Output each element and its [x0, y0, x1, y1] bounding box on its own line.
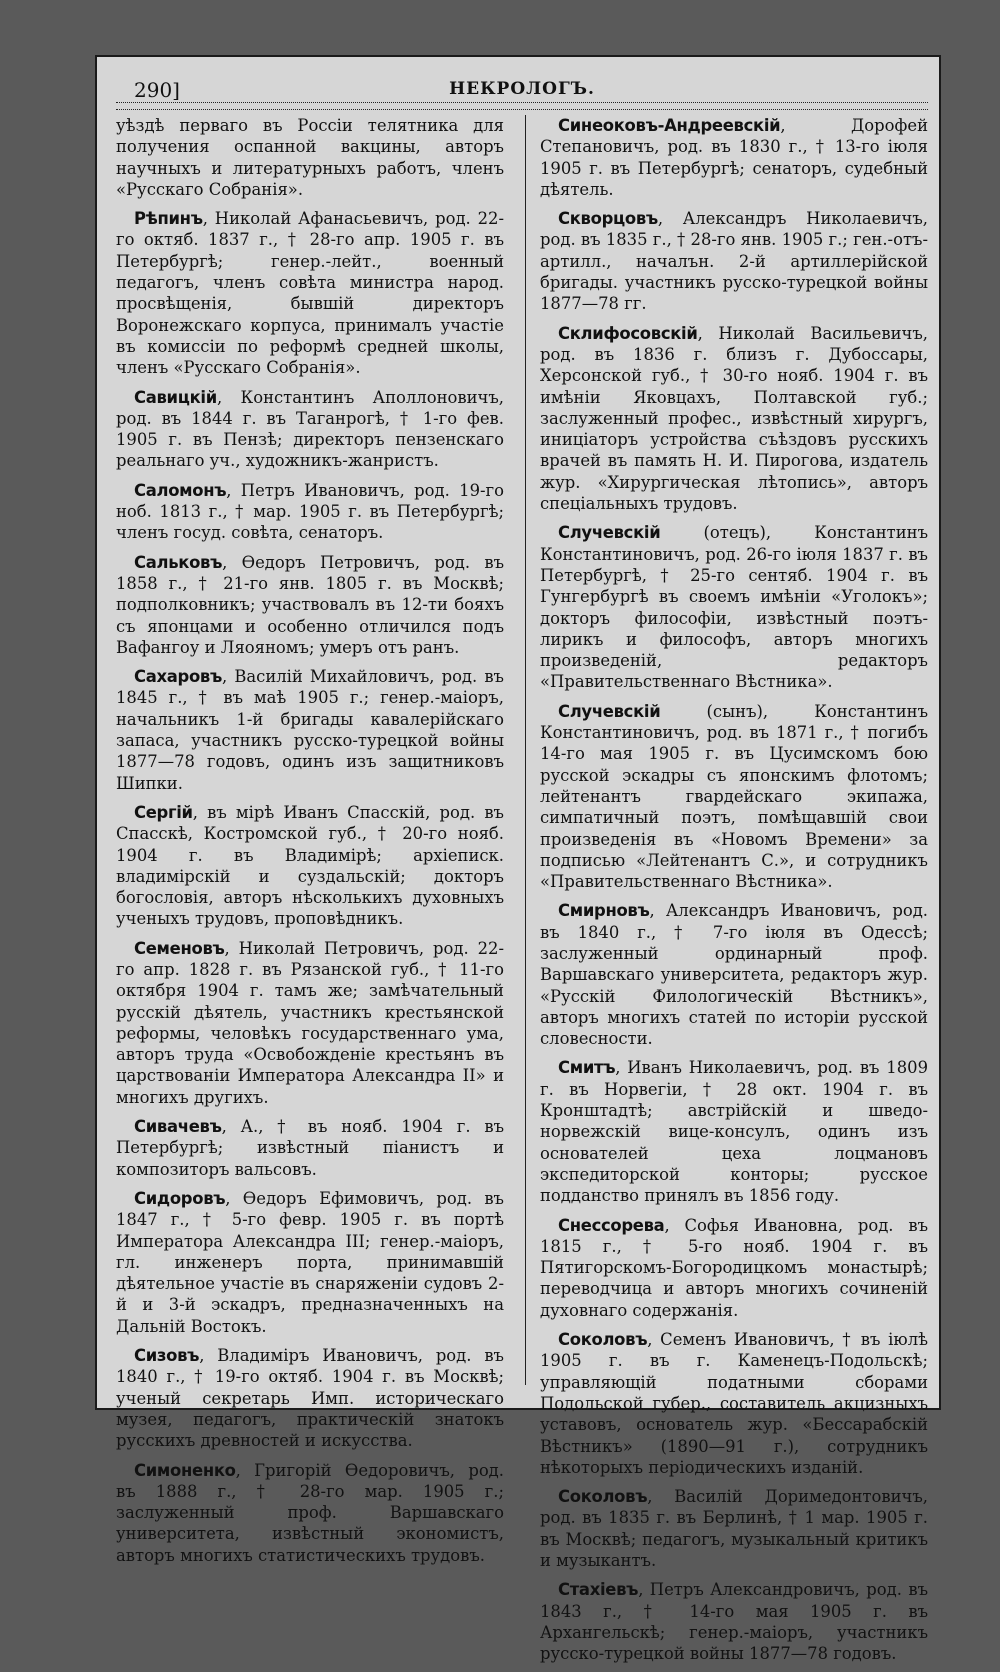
entry-name: Сергій	[134, 802, 193, 822]
obituary-entry	[540, 1579, 928, 1664]
page-number: 290]	[134, 78, 180, 102]
entry-text: (отецъ), Константинъ Константиновичъ, род. 26-го іюля 1837 г. въ Петербургѣ, † 25-го сентяб. 1904 г. въ Гунгербургѣ въ своемъ имѣніи «Уголокъ»; докторъ философіи, извѣстный поэтъ-лирикъ и философъ, авторъ многихъ произведеній, редакторъ «Правительственнаго Вѣстника».	[540, 523, 928, 692]
entry-text: , Петръ Александровичъ, род. въ 1843 г., † 14-го мая 1905 г. въ Архангельскѣ; генер.-маіоръ, участникъ русско-турецкой войны 1877—78 годовъ.	[540, 1580, 928, 1664]
entry-text: , Владиміръ Ивановичъ, род. въ 1840 г., † 19-го октяб. 1904 г. въ Москвѣ; ученый секретарь Имп. историческаго музея, педагогъ, практическій знатокъ русскихъ древностей и искусства.	[116, 1346, 504, 1451]
entry-text: , Николай Афанасьевичъ, род. 22-го октяб. 1837 г., † 28-го апр. 1905 г. въ Петербургѣ; генер.-лейт., военный педагогъ, членъ совѣта министра народ. просвѣщенія, бывшій директоръ Воронежскаго корпуса, принималъ участіе въ комиссіи по реформѣ средней школы, членъ «Русскаго Собранія».	[116, 209, 504, 378]
obituary-entry	[116, 1345, 504, 1451]
entry-name: Стахіевъ	[558, 1580, 639, 1600]
obituary-entry	[116, 1188, 504, 1337]
obituary-entry	[116, 1460, 504, 1566]
entry-text: , Александръ Николаевичъ, род. въ 1835 г., † 28-го янв. 1905 г.; ген.-отъ-артилл., началън. 2-й артиллерійской бригады. участникъ русско-турецкой войны 1877—78 гг.	[540, 209, 928, 314]
obituary-entry	[540, 1486, 928, 1571]
entry-name: Сивачевъ	[134, 1117, 222, 1137]
entry-text: , Василій Михайловичъ, род. въ 1845 г., † въ маѣ 1905 г.; генер.-маіоръ, начальникъ 1-й бригады кавалерійскаго запаса, участникъ русско-турецкой войны 1877—78 годовъ, одинъ изъ защитниковъ Шипки.	[116, 667, 504, 793]
entry-text: , Николай Васильевичъ, род. въ 1836 г. близъ г. Дубоссары, Херсонской губ., † 30-го нояб. 1904 г. въ имѣніи Яковцахъ, Полтавской губ.; заслуженный профес., извѣстный хирургъ, иниціаторъ устройства съѣздовъ русскихъ врачей въ память Н. И. Пирогова, издатель жур. «Хирургическая лѣтопись», авторъ спеціальныхъ трудовъ.	[540, 323, 928, 514]
entry-text: , Александръ Ивановичъ, род. въ 1840 г., † 7-го іюля въ Одессѣ; заслуженный ординарный проф. Варшавскаго университета, редакторъ жур. «Русскій Филологическій Вѣстникъ», авторъ многихъ статей по исторіи русской словесности.	[540, 901, 928, 1049]
entry-text: , Иванъ Николаевичъ, род. въ 1809 г. въ Норвегіи, † 28 окт. 1904 г. въ Кронштадтѣ; австрійскій и шведо-норвежскій вице-консулъ, одинъ изъ основателей цеха лоцмановъ экспедиторской конторы; русское подданство принялъ въ 1856 году.	[540, 1058, 928, 1206]
entry-name: Симоненко	[134, 1460, 236, 1480]
obituary-entry	[116, 552, 504, 658]
entry-name: Рѣпинъ	[134, 209, 203, 229]
entry-name: Соколовъ	[558, 1330, 648, 1350]
entry-name: Случевскій	[558, 701, 661, 721]
obituary-entry	[540, 115, 928, 200]
entry-text: , Петръ Ивановичъ, род. 19-го ноб. 1813 г., † мар. 1905 г. въ Петербургѣ; членъ госуд. совѣта, сенаторъ.	[116, 480, 504, 543]
entry-name: Савицкій	[134, 387, 217, 407]
entry-text: , Софья Ивановна, род. въ 1815 г., † 5-го нояб. 1904 г. въ Пятигорскомъ-Богородицкомъ монастырѣ; переводчица и авторъ многихъ сочиненій духовнаго содержанія.	[540, 1215, 928, 1320]
running-title: НЕКРОЛОГЪ.	[449, 79, 595, 99]
entry-text: , Дорофей Степановичъ, род. въ 1830 г., † 13-го іюля 1905 г. въ Петербургѣ; сенаторъ, судебный дѣятель.	[540, 116, 928, 199]
entry-text: , Василій Доримедонтовичъ, род. въ 1835 г. въ Берлинѣ, † 1 мар. 1905 г. въ Москвѣ; педагогъ, музыкальный критикъ и музыкантъ.	[540, 1487, 928, 1570]
entry-text: уѣздѣ перваго въ Россіи телятника для получения оспанной вакцины, авторъ научныхъ и литературныхъ работъ, членъ «Русскаго Собранія».	[116, 116, 504, 199]
entry-text: , Константинъ Аполлоновичъ, род. въ 1844 г. въ Таганрогѣ, † 1-го фев. 1905 г. въ Пензѣ; директоръ пензенскаго реальнаго уч., художникъ-жанристъ.	[116, 387, 504, 471]
obituary-entry	[540, 522, 928, 692]
entry-text: , Семенъ Ивановичъ, † въ іюлѣ 1905 г. въ г. Каменецъ-Подольскѣ; управляющій податными сборами Подольской губер., составитель акцизныхъ уставовъ, основатель жур. «Бессарабскій Вѣстникъ» (1890—91 г.), сотрудникъ нѣкоторыхъ періодическихъ изданій.	[540, 1330, 928, 1477]
entry-name: Сальковъ	[134, 552, 223, 572]
entry-name: Семеновъ	[134, 938, 225, 958]
header-rule	[116, 102, 928, 110]
obituary-entry	[540, 1215, 928, 1321]
obituary-entry	[116, 666, 504, 794]
entry-name: Сидоровъ	[134, 1188, 226, 1208]
page-header	[116, 74, 928, 104]
entry-text: , Ѳедоръ Петровичъ, род. въ 1858 г., † 21-го янв. 1805 г. въ Москвѣ; подполковникъ; участвовалъ въ 12-ти бояхъ съ японцами и особенно отличился подъ Вафангоу и Ляояномъ; умеръ отъ ранъ.	[116, 552, 504, 657]
obituary-entry	[116, 938, 504, 1108]
entry-text: , въ мірѣ Иванъ Спасскій, род. въ Спасскѣ, Костромской губ., † 20-го нояб. 1904 г. въ Владимірѣ; архіеписк. владимірскій и суздальскій; докторъ богословія, авторъ нѣсколькихъ духовныхъ ученыхъ трудовъ, проповѣдникъ.	[116, 802, 504, 929]
obituary-entry	[116, 208, 504, 378]
entry-text: , Николай Петровичъ, род. 22-го апр. 1828 г. въ Рязанской губ., † 11-го октября 1904 г. тамъ же; замѣчательный русскій дѣятель, участникъ крестьянской реформы, человѣкъ государственнаго ума, авторъ труда «Освобожденіе крестьянъ въ царствованіи Императора Александра II» и многихъ другихъ.	[116, 938, 504, 1107]
obituary-entry	[540, 323, 928, 515]
entry-name: Снессорева	[558, 1215, 665, 1235]
entry-name: Смирновъ	[558, 901, 650, 921]
entry-text: , Ѳедоръ Ефимовичъ, род. въ 1847 г., † 5-го февр. 1905 г. въ портѣ Императора Александра III; генер.-маіоръ, гл. инженеръ порта, принимавшій дѣятельное участіе въ снаряженіи судовъ 2-й и 3-й эскадръ, предназначенныхъ на Дальній Востокъ.	[116, 1188, 504, 1336]
entry-name: Скворцовъ	[558, 209, 658, 229]
entry-name: Случевскій	[558, 523, 661, 543]
entry-text: (сынъ), Константинъ Константиновичъ, род. въ 1871 г., † погибъ 14-го мая 1905 г. въ Цусимскомъ бою русской эскадры съ японскимъ флотомъ; лейтенантъ гвардейскаго экипажа, симпатичный поэтъ, помѣщавшій свои произведенія въ «Новомъ Времени» за подписью «Лейтенантъ С.», и сотрудникъ «Правительственнаго Вѣстника».	[540, 701, 928, 892]
entry-name: Синеоковъ-Андреевскій	[558, 116, 781, 135]
obituary-entry	[116, 802, 504, 930]
obituary-entry	[116, 115, 504, 200]
entry-text: , Григорій Ѳедоровичъ, род. въ 1888 г., † 28-го мар. 1905 г.; заслуженный проф. Варшавскаго университета, извѣстный экономистъ, авторъ многихъ статистическихъ трудовъ.	[116, 1460, 504, 1565]
entry-name: Склифосовскій	[558, 323, 698, 343]
entry-name: Смитъ	[558, 1058, 616, 1078]
column-divider	[525, 115, 526, 1385]
obituary-entry	[540, 208, 928, 314]
right-column	[540, 115, 928, 1672]
obituary-entry	[116, 1116, 504, 1180]
obituary-entry	[540, 701, 928, 893]
obituary-entry	[540, 900, 928, 1049]
obituary-entry	[116, 387, 504, 472]
entry-name: Сахаровъ	[134, 667, 223, 687]
entry-name: Саломонъ	[134, 480, 227, 500]
obituary-entry	[540, 1057, 928, 1206]
entry-text: , А., † въ нояб. 1904 г. въ Петербургѣ; извѣстный піанистъ и композиторъ вальсовъ.	[116, 1117, 504, 1179]
left-column	[116, 115, 504, 1574]
entry-name: Соколовъ	[558, 1487, 648, 1507]
obituary-entry	[116, 480, 504, 544]
obituary-entry	[540, 1329, 928, 1478]
entry-name: Сизовъ	[134, 1346, 200, 1366]
